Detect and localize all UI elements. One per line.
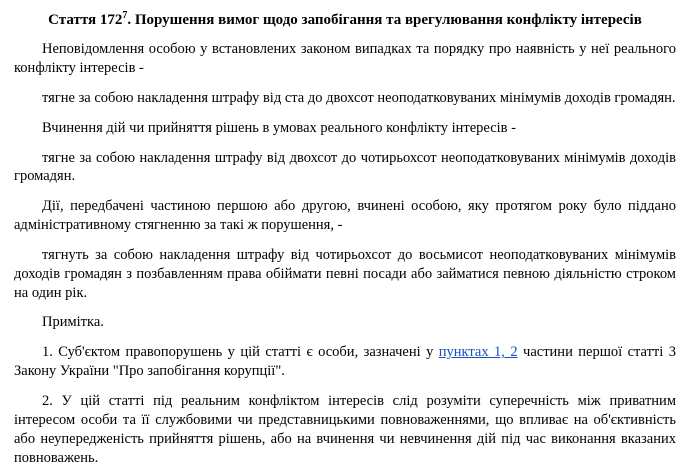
- article-title-rest: . Порушення вимог щодо запобігання та врегулювання конфлікту інтересів: [127, 12, 642, 28]
- note-item-2: 2. У цій статті під реальним конфліктом інтересів слід розуміти суперечність між приватним інтересом особи та її службовими чи представницькими повноваженнями, що впливає на об'єктивність або неупередженість прийняття рішень, або на вчинення чи невчинення дій під час виконання вказаних повноважень.: [14, 393, 676, 466]
- note-1-after-link: частини першої статті 3 Закону України "Про запобігання корупції".: [14, 344, 676, 380]
- note-1-before-link: 1. Суб'єктом правопорушень у цій статті є особи, зазначені у: [42, 344, 439, 361]
- paragraph: Вчинення дій чи прийняття рішень в умовах реального конфлікту інтересів -: [42, 119, 516, 136]
- article-title-prefix: Стаття 172: [48, 12, 123, 28]
- law-reference-link[interactable]: пунктах 1, 2: [438, 344, 518, 361]
- paragraph: Дії, передбачені частиною першою або другою, вчинені особою, яку протягом року було піддано адміністративному стягненню за такі ж порушення, -: [14, 198, 676, 234]
- paragraph: тягне за собою накладення штрафу від двохсот до чотирьохсот неоподатковуваних мінімумів доходів громадян.: [14, 149, 676, 185]
- article-title-superscript: 7: [122, 10, 128, 21]
- note-item-1: [14, 343, 676, 381]
- page-title: [28, 10, 662, 30]
- paragraph: тягнуть за собою накладення штрафу від чотирьохсот до восьмисот неоподатковуваних мінімумів доходів громадян з позбавленням права обіймати певні посади або займатися певною діяльністю строком на один рік.: [14, 246, 676, 301]
- paragraph: тягне за собою накладення штрафу від ста до двохсот неоподатковуваних мінімумів доходів громадян.: [42, 89, 676, 106]
- paragraph: Неповідомлення особою у встановлених законом випадках та порядку про наявність у неї реального конфлікту інтересів -: [14, 41, 676, 77]
- note-heading: Примітка.: [42, 314, 104, 331]
